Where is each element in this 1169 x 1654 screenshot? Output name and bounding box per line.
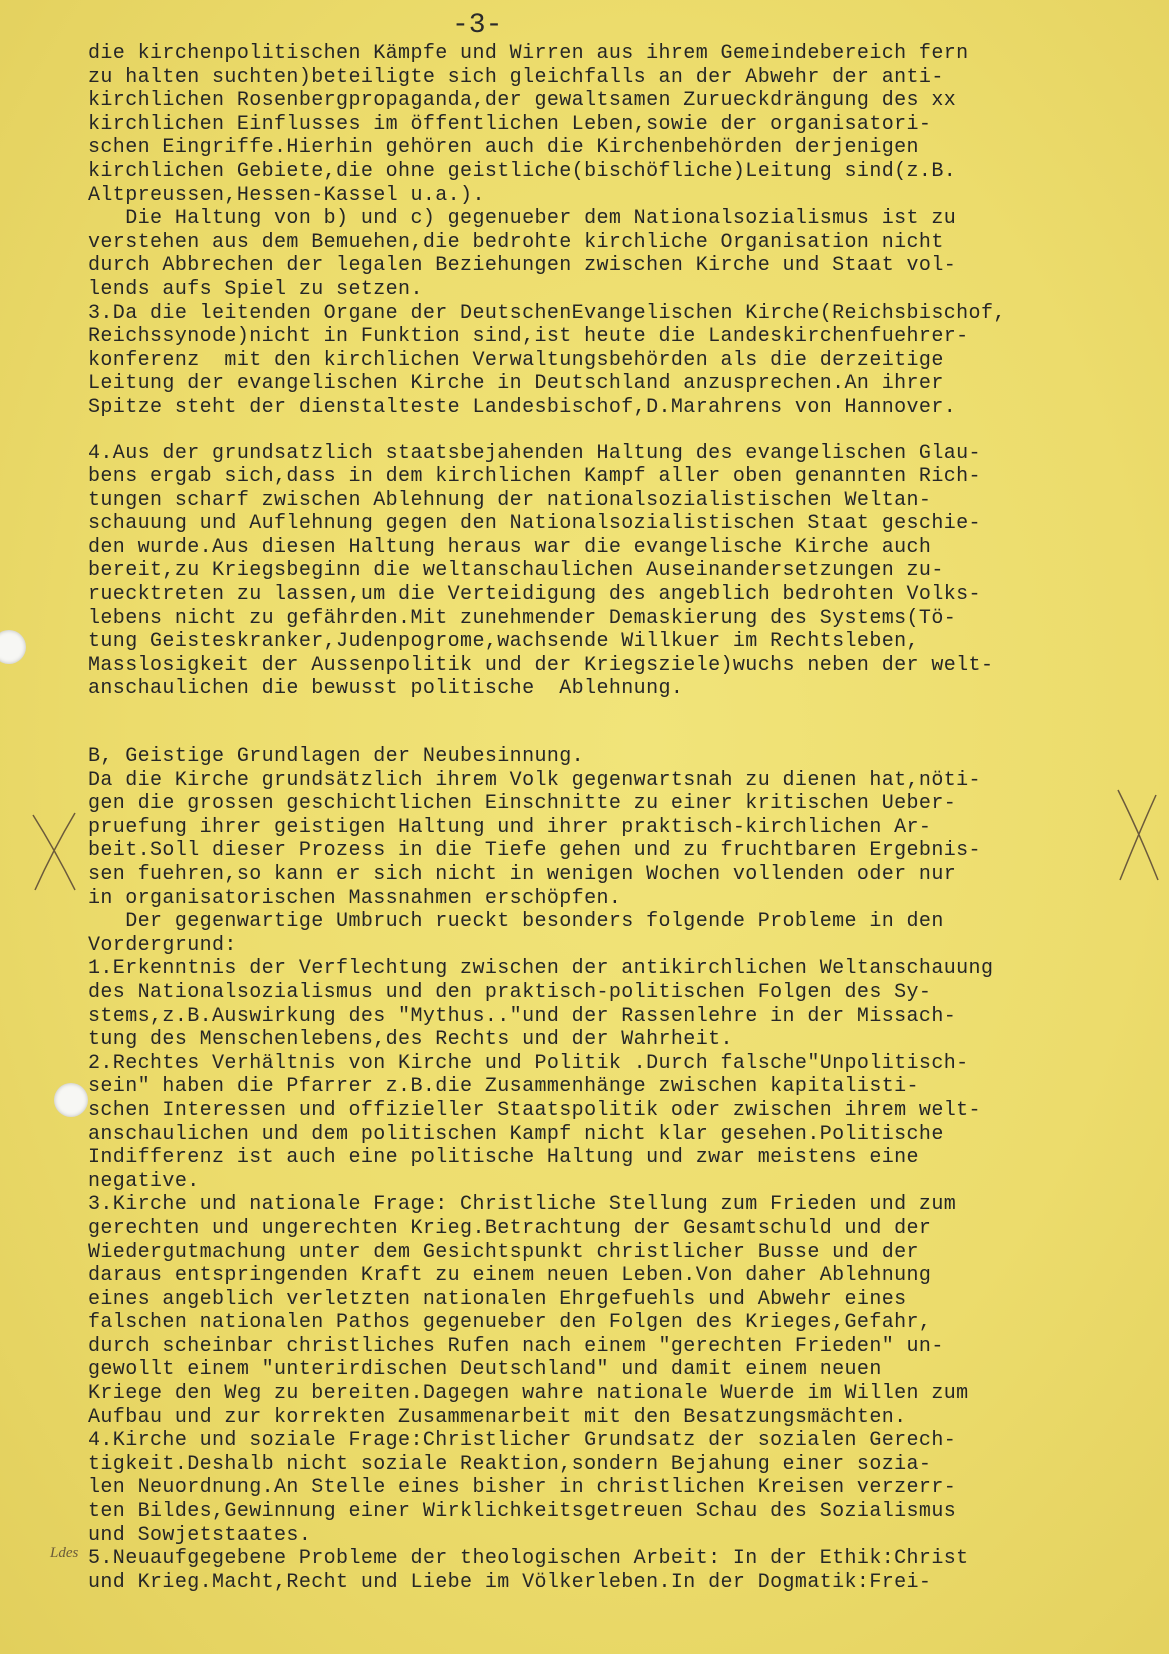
text-line: Leitung der evangelischen Kirche in Deutschland anzusprechen.An ihrer bbox=[88, 372, 944, 396]
text-line: Kriege den Weg zu bereiten.Dagegen wahre nationale Wuerde im Willen zum bbox=[88, 1382, 969, 1406]
text-line: anschaulichen und dem politischen Kampf nicht klar gesehen.Politische bbox=[88, 1122, 944, 1146]
text-line: kirchlichen Einflusses im öffentlichen Leben,sowie der organisatori- bbox=[88, 112, 932, 136]
text-line: tigkeit.Deshalb nicht soziale Reaktion,sondern Bejahung einer sozia- bbox=[88, 1452, 932, 1476]
text-line: Indifferenz ist auch eine politische Haltung und zwar meistens eine bbox=[88, 1146, 919, 1170]
text-line: ruecktreten zu lassen,um die Verteidigung des angeblich bedrohten Volks- bbox=[88, 583, 981, 607]
text-line: verstehen aus dem Bemuehen,die bedrohte kirchliche Organisation nicht bbox=[88, 230, 944, 254]
text-line: durch scheinbar christliches Rufen nach einem "gerechten Frieden" un- bbox=[88, 1334, 944, 1358]
text-line: schen Interessen und offizieller Staatspolitik oder zwischen ihrem welt- bbox=[88, 1098, 981, 1122]
margin-cross-mark bbox=[1108, 780, 1168, 890]
punch-hole bbox=[54, 1083, 88, 1117]
margin-note: Ldes bbox=[50, 1545, 79, 1561]
text-line: tung des Menschenlebens,des Rechts und der Wahrheit. bbox=[88, 1028, 733, 1052]
punch-hole bbox=[0, 630, 26, 664]
text-line: Wiedergutmachung unter dem Gesichtspunkt christlicher Busse und der bbox=[88, 1240, 919, 1264]
text-line: daraus entspringenden Kraft zu einem neuen Leben.Von daher Ablehnung bbox=[88, 1264, 932, 1288]
text-line: schen Eingriffe.Hierhin gehören auch die Kirchenbehörden derjenigen bbox=[88, 136, 919, 160]
text-line: Die Haltung von b) und c) gegenueber dem Nationalsozialismus ist zu bbox=[88, 207, 957, 231]
text-line: B, Geistige Grundlagen der Neubesinnung. bbox=[88, 745, 585, 769]
text-line: in organisatorischen Massnahmen erschöpfen. bbox=[88, 886, 622, 910]
margin-cross-mark bbox=[25, 805, 85, 895]
text-line: len Neuordnung.An Stelle eines bisher in christlichen Kreisen verzerr- bbox=[88, 1476, 957, 1500]
text-line: anschaulichen die bewusst politische Ablehnung. bbox=[88, 677, 684, 701]
text-line: die kirchenpolitischen Kämpfe und Wirren aus ihrem Gemeindebereich fern bbox=[88, 42, 969, 65]
text-line: kirchlichen Rosenbergpropaganda,der gewaltsamen Zurueckdrängung des xx bbox=[88, 89, 957, 113]
text-line: Spitze steht der dienstalteste Landesbischof,D.Marahrens von Hannover. bbox=[88, 395, 957, 419]
text-line: 1.Erkenntnis der Verflechtung zwischen der antikirchlichen Weltanschauung bbox=[88, 957, 994, 981]
text-line: 4.Kirche und soziale Frage:Christlicher Grundsatz der sozialen Gerech- bbox=[88, 1429, 957, 1453]
text-line: bens ergab sich,dass in dem kirchlichen Kampf aller oben genannten Rich- bbox=[88, 465, 981, 489]
text-line: bereit,zu Kriegsbeginn die weltanschaulichen Auseinandersetzungen zu- bbox=[88, 559, 944, 583]
text-line: kirchlichen Gebiete,die ohne geistliche(bischöfliche)Leitung sind(z.B. bbox=[88, 159, 957, 183]
text-line: ten Bildes,Gewinnung einer Wirklichkeitsgetreuen Schau des Sozialismus bbox=[88, 1500, 957, 1524]
text-line: Reichssynode)nicht in Funktion sind,ist heute die Landeskirchenfuehrer- bbox=[88, 325, 969, 349]
text-line: gewollt einem "unterirdischen Deutschland" und damit einem neuen bbox=[88, 1358, 882, 1382]
text-line: Vordergrund: bbox=[88, 933, 237, 957]
text-line: gerechten und ungerechten Krieg.Betrachtung der Gesamtschuld und der bbox=[88, 1216, 932, 1240]
text-line: negative. bbox=[88, 1169, 200, 1193]
text-line: 2.Rechtes Verhältnis von Kirche und Politik .Durch falsche"Unpolitisch- bbox=[88, 1051, 969, 1075]
text-line: und Sowjetstaates. bbox=[88, 1523, 312, 1547]
paragraph-gap bbox=[88, 701, 1098, 723]
paragraph-gap bbox=[88, 723, 1098, 745]
text-line: durch Abbrechen der legalen Beziehungen zwischen Kirche und Staat vol- bbox=[88, 254, 957, 278]
text-line: eines angeblich verletzten nationalen Ehrgefuehls und Abwehr eines bbox=[88, 1287, 907, 1311]
paragraph-gap bbox=[88, 420, 1098, 442]
page-number: -3- bbox=[452, 10, 503, 41]
text-line: 3.Kirche und nationale Frage: Christliche Stellung zum Frieden und zum bbox=[88, 1193, 957, 1217]
text-line: lends aufs Spiel zu setzen. bbox=[88, 277, 423, 301]
text-line: pruefung ihrer geistigen Haltung und ihrer praktisch-kirchlichen Ar- bbox=[88, 815, 932, 839]
text-line: des Nationalsozialismus und den praktisch-politischen Folgen des Sy- bbox=[88, 980, 932, 1004]
text-line: Altpreussen,Hessen-Kassel u.a.). bbox=[88, 183, 485, 207]
text-line: 5.Neuaufgegebene Probleme der theologischen Arbeit: In der Ethik:Christ bbox=[88, 1547, 969, 1571]
text-line: Der gegenwartige Umbruch rueckt besonders folgende Probleme in den bbox=[88, 910, 944, 934]
text-line: sein" haben die Pfarrer z.B.die Zusammenhänge zwischen kapitalisti- bbox=[88, 1075, 919, 1099]
text-line: stems,z.B.Auswirkung des "Mythus.."und der Rassenlehre in der Missach- bbox=[88, 1004, 957, 1028]
text-line: tungen scharf zwischen Ablehnung der nationalsozialistischen Weltan- bbox=[88, 488, 932, 512]
text-line: gen die grossen geschichtlichen Einschnitte zu einer kritischen Ueber- bbox=[88, 792, 957, 816]
text-line: beit.Soll dieser Prozess in die Tiefe gehen und zu fruchtbaren Ergebnis- bbox=[88, 839, 981, 863]
text-line: lebens nicht zu gefährden.Mit zunehmender Demaskierung des Systems(Tö- bbox=[88, 606, 957, 630]
text-line: Aufbau und zur korrekten Zusammenarbeit mit den Besatzungsmächten. bbox=[88, 1405, 907, 1429]
text-line: Masslosigkeit der Aussenpolitik und der Kriegsziele)wuchs neben der welt- bbox=[88, 653, 994, 677]
text-line: 3.Da die leitenden Organe der DeutschenEvangelischen Kirche(Reichsbischof, bbox=[88, 301, 1006, 325]
text-line: tung Geisteskranker,Judenpogrome,wachsende Willkuer im Rechtsleben, bbox=[88, 630, 919, 654]
text-line: 4.Aus der grundsatzlich staatsbejahenden Haltung des evangelischen Glau- bbox=[88, 441, 981, 465]
text-line: Da die Kirche grundsätzlich ihrem Volk gegenwartsnah zu dienen hat,nöti- bbox=[88, 768, 981, 792]
text-line: schauung und Auflehnung gegen den Nationalsozialistischen Staat geschie- bbox=[88, 512, 981, 536]
text-line: den wurde.Aus diesen Haltung heraus war die evangelische Kirche auch bbox=[88, 535, 932, 559]
text-line: zu halten suchten)beteiligte sich gleichfalls an der Abwehr der anti- bbox=[88, 65, 944, 89]
text-line: falschen nationalen Pathos gegenueber den Folgen des Krieges,Gefahr, bbox=[88, 1311, 932, 1335]
text-line: konferenz mit den kirchlichen Verwaltungsbehörden als die derzeitige bbox=[88, 348, 944, 372]
text-line: sen fuehren,so kann er sich nicht in wenigen Wochen vollenden oder nur bbox=[88, 863, 957, 886]
text-line: und Krieg.Macht,Recht und Liebe im Völkerleben.In der Dogmatik:Frei- bbox=[88, 1570, 932, 1594]
typed-text-body bbox=[88, 42, 1098, 1594]
